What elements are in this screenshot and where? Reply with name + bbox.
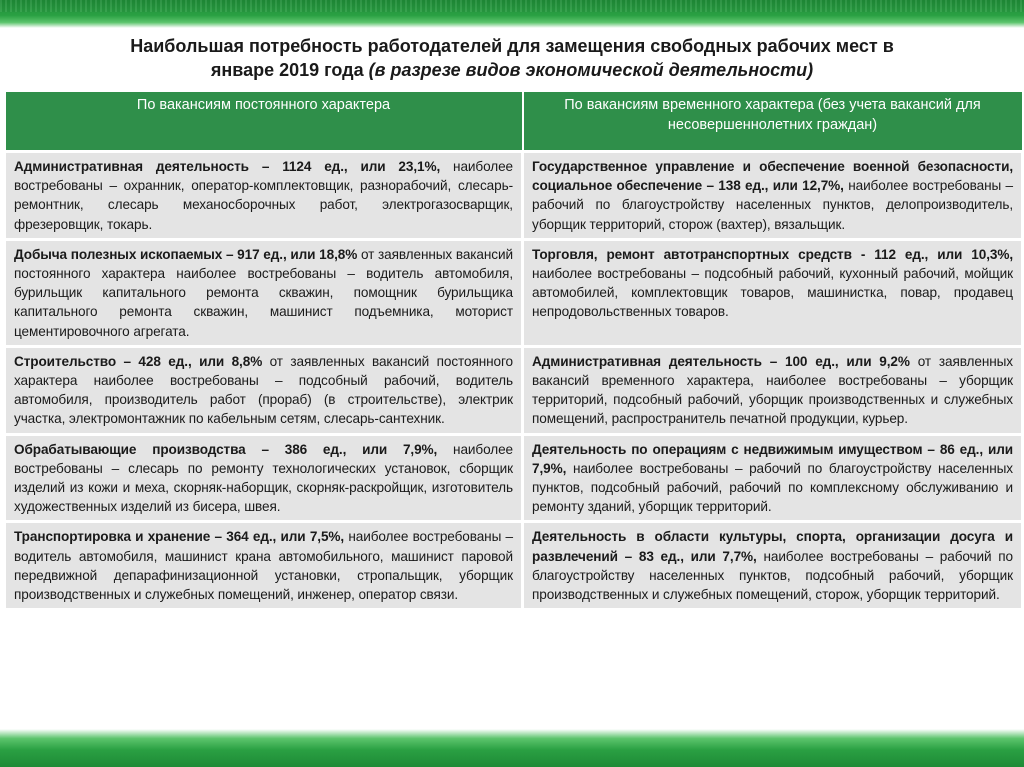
table-row bbox=[5, 434, 1023, 522]
table-row bbox=[5, 152, 1023, 240]
cell-temporary bbox=[523, 346, 1023, 434]
cell-lead: Административная деятельность – 100 ед., или 9,2% bbox=[532, 353, 910, 369]
cell-temporary bbox=[523, 239, 1023, 346]
top-decorative-stripe bbox=[0, 0, 1024, 28]
table-header-row bbox=[5, 91, 1023, 152]
cell-permanent bbox=[5, 152, 523, 240]
cell-lead: Обрабатывающие производства – 386 ед., или 7,9%, bbox=[14, 441, 438, 457]
cell-lead: Государственное управление и обеспечение военной безопасности, социальное обеспечение – 138 ед., или 12,7%, bbox=[532, 159, 1013, 194]
cell-text: наиболее востребованы – водитель автомобиля, машинист крана автомобильного, машинист паровой передвижной депарафинизационной установки, стропальщик, уборщик производственных и служебных помещений, инженер, оператор связи. bbox=[14, 529, 513, 603]
page-title bbox=[60, 34, 964, 82]
cell-temporary bbox=[523, 434, 1023, 522]
cell-temporary bbox=[523, 152, 1023, 240]
title-line-2: январе 2019 года bbox=[210, 60, 364, 80]
cell-text: наиболее востребованы – подсобный рабочий, кухонный рабочий, мойщик автомобилей, комплектовщик товаров, машинистка, повар, продавец непродовольственных товаров. bbox=[532, 266, 1013, 320]
bottom-decorative-stripe bbox=[0, 729, 1024, 767]
header-temporary: По вакансиям временного характера (без учета вакансий для несовершеннолетних граждан) bbox=[523, 91, 1023, 152]
cell-text: наиболее востребованы – охранник, оператор-комплектовщик, разнорабочий, слесарь-ремонтник, слесарь механосборочных работ, электрогазосварщик, фрезеровщик, токарь. bbox=[14, 159, 513, 232]
cell-lead: Деятельность в области культуры, спорта, организации досуга и развлечений – 83 ед., или 7,7%, bbox=[532, 529, 1013, 564]
cell-lead: Строительство – 428 ед., или 8,8% bbox=[14, 353, 263, 369]
cell-text: от заявленных вакансий постоянного характера наиболее востребованы – водитель автомобиля, бурильщик капитального ремонта скважин, помощник бурильщика капитального ремонта скважин, машинист подъемника, моторист цементировочного агрегата. bbox=[14, 246, 513, 339]
cell-text: наиболее востребованы – рабочий по благоустройству населенных пунктов, подсобный рабочий, рабочий по комплексному обслуживанию и ремонту зданий, уборщик территорий. bbox=[532, 460, 1013, 515]
cell-text: наиболее востребованы – слесарь по ремонту технологических установок, сборщик изделий из кожи и меха, скорняк-наборщик, скорняк-раскройщик, изготовитель художественных изделий из бисера, швея. bbox=[14, 441, 513, 515]
cell-text: наиболее востребованы – рабочий по благоустройству населенных пунктов, делопроизводитель, уборщик территорий, сторож (вахтер), вязальщик. bbox=[532, 178, 1013, 232]
table-row bbox=[5, 346, 1023, 434]
cell-text: от заявленных вакансий временного характера, наиболее востребованы – уборщик территорий, подсобный рабочий, уборщик производственных и служебных помещений, распространитель печатной продукции, курьер. bbox=[532, 353, 1013, 427]
cell-temporary bbox=[523, 522, 1023, 610]
cell-lead: Деятельность по операциям с недвижимым имуществом – 86 ед., или 7,9%, bbox=[532, 441, 1013, 476]
cell-lead: Торговля, ремонт автотранспортных средств - 112 ед., или 10,3%, bbox=[532, 246, 1013, 262]
cell-permanent bbox=[5, 239, 523, 346]
cell-lead: Добыча полезных ископаемых – 917 ед., или 18,8% bbox=[14, 246, 358, 262]
cell-permanent bbox=[5, 346, 523, 434]
cell-lead: Транспортировка и хранение – 364 ед., или 7,5%, bbox=[14, 529, 345, 545]
cell-lead: Административная деятельность – 1124 ед., или 23,1%, bbox=[14, 159, 441, 174]
cell-permanent bbox=[5, 522, 523, 610]
vacancy-table bbox=[3, 90, 1024, 611]
cell-text: от заявленных вакансий постоянного характера наиболее востребованы – подсобный рабочий, водитель автомобиля, производитель работ (прораб) (в строительстве), электрик участка, электромонтажник по кабельным сетям, слесарь-сантехник. bbox=[14, 353, 513, 427]
cell-text: наиболее востребованы – рабочий по благоустройству населенных пунктов, подсобный рабочий, уборщик производственных и служебных помещений, сторож, уборщик территорий. bbox=[532, 548, 1013, 603]
table-row bbox=[5, 239, 1023, 346]
table-row bbox=[5, 522, 1023, 610]
title-line-2-italic: (в разрезе видов экономической деятельности) bbox=[368, 60, 814, 80]
title-line-1: Наибольшая потребность работодателей для замещения свободных рабочих мест в bbox=[130, 36, 894, 56]
header-permanent: По вакансиям постоянного характера bbox=[5, 91, 523, 152]
cell-permanent bbox=[5, 434, 523, 522]
